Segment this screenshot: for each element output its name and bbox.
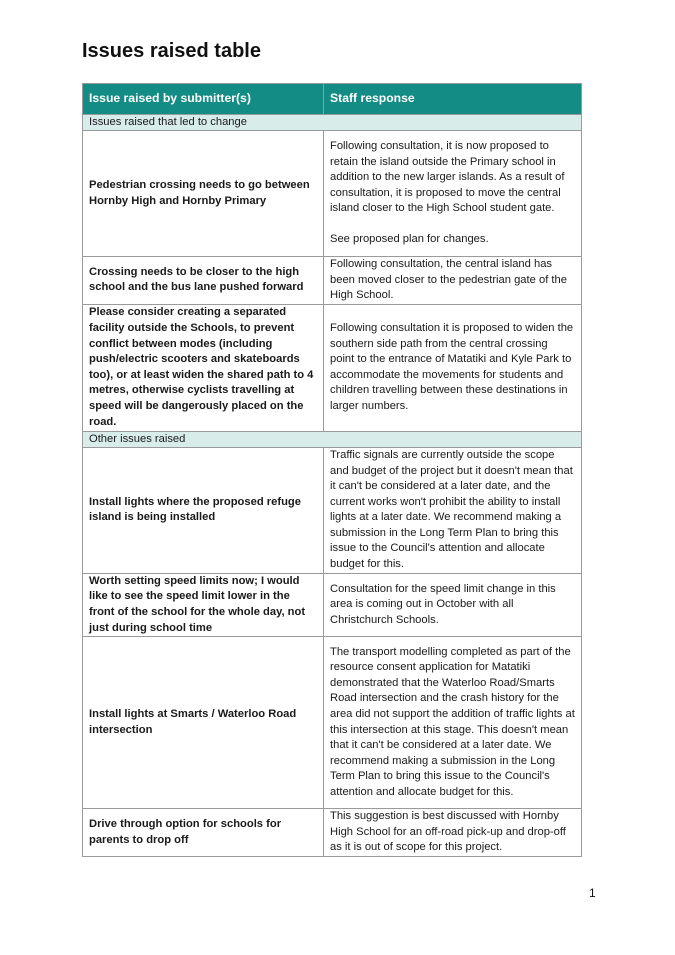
response-text: Following consultation, it is now proposed to retain the island outside the Primary school in addition to the new larger islands. As a result of consultation, it is proposed to move the central island closer to the High School student gate. [330, 139, 565, 215]
response-text: Consultation for the speed limit change in this area is coming out in October with all Christchurch Schools. [330, 582, 556, 626]
section-label: Other issues raised [83, 431, 582, 447]
table-row [83, 257, 582, 305]
section-label: Issues raised that led to change [83, 115, 582, 131]
response-cell [324, 573, 582, 636]
response-cell [324, 447, 582, 573]
response-text: This suggestion is best discussed with Hornby High School for an off-road pick-up and drop-off as it is out of scope for this project. [330, 810, 566, 854]
table-header-row [83, 84, 582, 115]
table-row [83, 304, 582, 431]
issue-cell: Crossing needs to be closer to the high school and the bus lane pushed forward [83, 257, 324, 305]
response-cell [324, 637, 582, 809]
response-cell [324, 809, 582, 857]
issue-cell: Drive through option for schools for parents to drop off [83, 809, 324, 857]
table-row [83, 131, 582, 257]
response-text: The transport modelling completed as part of the resource consent application for Matatiki demonstrated that the Waterloo Road/Smarts Road intersection and the crash history for the area did not support the addition of traffic lights at this intersection at this stage. This doesn't mean that it can't be considered at a later date. We recommend making a submission in the Long Term Plan to bring this issue to the Council's attention and allocate budget for this. [330, 645, 575, 799]
response-text: See proposed plan for changes. [330, 233, 489, 246]
page-title: Issues raised table [82, 40, 261, 62]
column-header-response: Staff response [324, 84, 582, 115]
issues-table [82, 83, 582, 857]
response-text: Traffic signals are currently outside the scope and budget of the project but it doesn't mean that it can't be considered at a later date, and the current works won't prohibit the ability to install lights at a later date. We recommend making a submission in the Long Term Plan to bring this issue to the Council's attention and allocate budget for this. [330, 448, 573, 571]
issue-cell: Please consider creating a separated facility outside the Schools, to prevent conflict between modes (including push/electric scooters and skateboards too), or at least widen the shared path to 4 metres, otherwise cyclists travelling at speed will be dangerously placed on the road. [83, 304, 324, 431]
section-row [83, 115, 582, 131]
issue-cell: Install lights at Smarts / Waterloo Road intersection [83, 637, 324, 809]
response-cell [324, 257, 582, 305]
response-text: Following consultation, the central island has been moved closer to the pedestrian gate of the High School. [330, 258, 567, 302]
response-text: Following consultation it is proposed to widen the southern side path from the central crossing point to the entrance of Matatiki and Kyle Park to accommodate the movements for students and children travelling between these destinations in larger numbers. [330, 322, 574, 412]
page-number: 1 [589, 886, 596, 900]
table-row [83, 637, 582, 809]
issue-cell: Pedestrian crossing needs to go between Hornby High and Hornby Primary [83, 131, 324, 257]
issue-cell: Worth setting speed limits now; I would like to see the speed limit lower in the front of the school for the whole day, not just during school time [83, 573, 324, 636]
response-cell [324, 304, 582, 431]
section-row [83, 431, 582, 447]
table-row [83, 573, 582, 636]
table-row [83, 809, 582, 857]
table-row [83, 447, 582, 573]
response-cell [324, 131, 582, 257]
column-header-issue: Issue raised by submitter(s) [83, 84, 324, 115]
issue-cell: Install lights where the proposed refuge island is being installed [83, 447, 324, 573]
